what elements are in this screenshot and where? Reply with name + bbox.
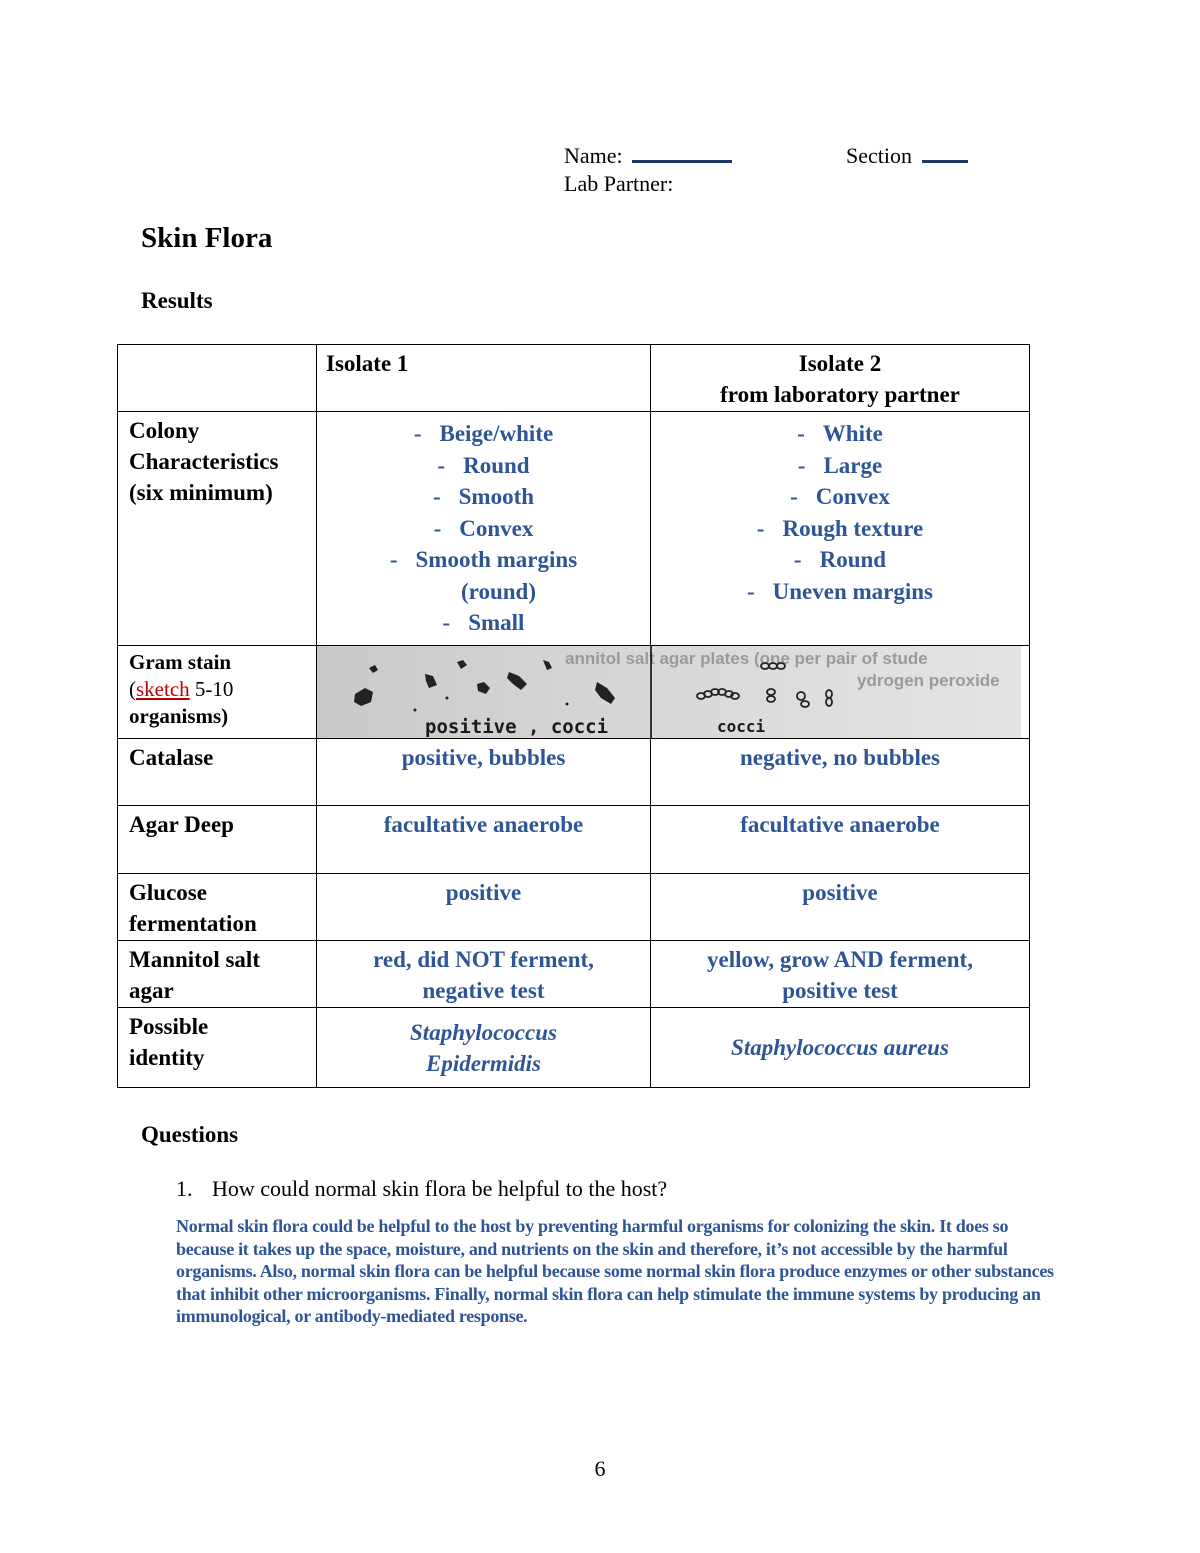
table-row: [118, 806, 1030, 874]
list-item: - Convex: [790, 484, 890, 509]
row-label-line: identity: [129, 1045, 205, 1070]
table-row: [118, 941, 1030, 1008]
row-label-line: Characteristics: [129, 449, 279, 474]
results-table: [117, 344, 1030, 1088]
cell-line: negative test: [422, 978, 545, 1003]
isolate1-glucose: positive: [317, 874, 651, 941]
name-blank: [632, 154, 732, 163]
bleed-through-text: ydrogen peroxide: [857, 671, 1000, 690]
isolate2-header-line2: from laboratory partner: [720, 382, 960, 407]
list-item: - Beige/white: [413, 421, 554, 446]
isolate2-mannitol: [651, 941, 1030, 1008]
gram-stain-photo-cell: [317, 646, 1030, 739]
name-label: Name:: [564, 143, 623, 168]
row-label-line: (six minimum): [129, 480, 273, 505]
isolate1-identity: [317, 1008, 651, 1088]
isolate1-colony-list: [317, 418, 650, 639]
answer-1: Normal skin flora could be helpful to the host by preventing harmful organisms for colonizing the skin. It does so because it takes up the space, moisture, and nutrients on the skin and therefore, it’s not accessible by the harmful organisms. Also, normal skin flora can be helpful because some normal skin flora produce enzymes or other substances that inhibit other microorganisms. Finally, normal skin flora can help stimulate the immune systems by producing an immunological, or antibody-mediated response.: [176, 1216, 1054, 1327]
page-title: Skin Flora: [141, 222, 273, 254]
row-label-catalase: Catalase: [118, 739, 317, 806]
section-blank: [922, 154, 968, 163]
list-item: - White: [797, 421, 883, 446]
row-label-line: Colony: [129, 418, 200, 443]
table-row: [118, 646, 1030, 739]
row-label-line: organisms): [129, 704, 229, 728]
isolate1-catalase: positive, bubbles: [317, 739, 651, 806]
lab-partner-label: Lab Partner:: [564, 171, 674, 196]
page-number: 6: [594, 1456, 606, 1481]
list-item: - Round: [437, 452, 530, 478]
row-label-agar-deep: Agar Deep: [118, 806, 317, 874]
isolate1-header-text: Isolate 1: [326, 351, 409, 376]
row-label-gram-stain: [118, 646, 317, 739]
isolate2-sketch-note: cocci: [717, 717, 766, 736]
isolate1-sketch-note: positive , cocci: [425, 716, 609, 738]
blank-corner-cell: [118, 345, 317, 412]
isolate1-header: [317, 345, 651, 412]
row-label-line: fermentation: [129, 911, 257, 936]
list-item: - Uneven margins: [746, 578, 934, 604]
isolate2-glucose: positive: [651, 874, 1030, 941]
row-label-line: (sketch 5-10: [129, 677, 234, 701]
row-label-glucose: [118, 874, 317, 941]
isolate1-agar-deep: facultative anaerobe: [317, 806, 651, 874]
section-field: [846, 143, 968, 169]
questions-heading: Questions: [141, 1122, 239, 1147]
results-heading: Results: [141, 288, 213, 313]
section-label: Section: [846, 143, 912, 168]
cell-line: red, did NOT ferment,: [373, 947, 594, 972]
gram-stain-sketch-photo: [317, 646, 1021, 738]
row-label-line: agar: [129, 978, 174, 1003]
list-item: - Small: [442, 610, 525, 635]
table-row: [118, 874, 1030, 941]
sketch-link[interactable]: sketch: [136, 677, 190, 701]
row-label-line: Glucose: [129, 880, 207, 905]
isolate2-header: [651, 345, 1030, 412]
bleed-through-text: annitol salt agar plates (one per pair of stude: [565, 649, 928, 668]
isolate2-header-line1: Isolate 2: [798, 351, 882, 376]
isolate2-agar-deep: facultative anaerobe: [651, 806, 1030, 874]
table-header-row: [118, 345, 1030, 412]
cell-line: yellow, grow AND ferment,: [707, 947, 973, 972]
list-item: - Smooth margins: [389, 547, 578, 572]
list-item-continuation: (round): [461, 578, 536, 604]
isolate2-catalase: negative, no bubbles: [651, 739, 1030, 806]
isolate1-colony-cell: [317, 412, 651, 646]
list-item: - Round: [793, 547, 887, 572]
question-text: How could normal skin flora be helpful to the host?: [212, 1176, 668, 1201]
list-item: - Rough texture: [756, 515, 924, 541]
isolate2-colony-list: [651, 418, 1029, 607]
row-label-line: Gram stain: [129, 650, 232, 674]
table-row: [118, 739, 1030, 806]
list-item: - Smooth: [432, 484, 535, 509]
question-number: 1.: [176, 1176, 193, 1201]
row-label-colony: [118, 412, 317, 646]
table-row: [118, 412, 1030, 646]
row-label-line: Possible: [129, 1014, 209, 1039]
isolate2-identity: Staphylococcus aureus: [651, 1008, 1030, 1088]
row-label-identity: [118, 1008, 317, 1088]
row-label-mannitol: [118, 941, 317, 1008]
question-1: [176, 1176, 667, 1202]
cell-line: Epidermidis: [425, 1051, 541, 1076]
name-field: [564, 143, 732, 169]
cell-line: Staphylococcus: [410, 1020, 557, 1045]
list-item: - Convex: [433, 515, 534, 541]
isolate1-mannitol: [317, 941, 651, 1008]
table-row: [118, 1008, 1030, 1088]
list-item: - Large: [797, 452, 883, 478]
row-label-line: Mannitol salt: [129, 947, 260, 972]
isolate2-colony-cell: [651, 412, 1030, 646]
cell-line: positive test: [782, 978, 898, 1003]
